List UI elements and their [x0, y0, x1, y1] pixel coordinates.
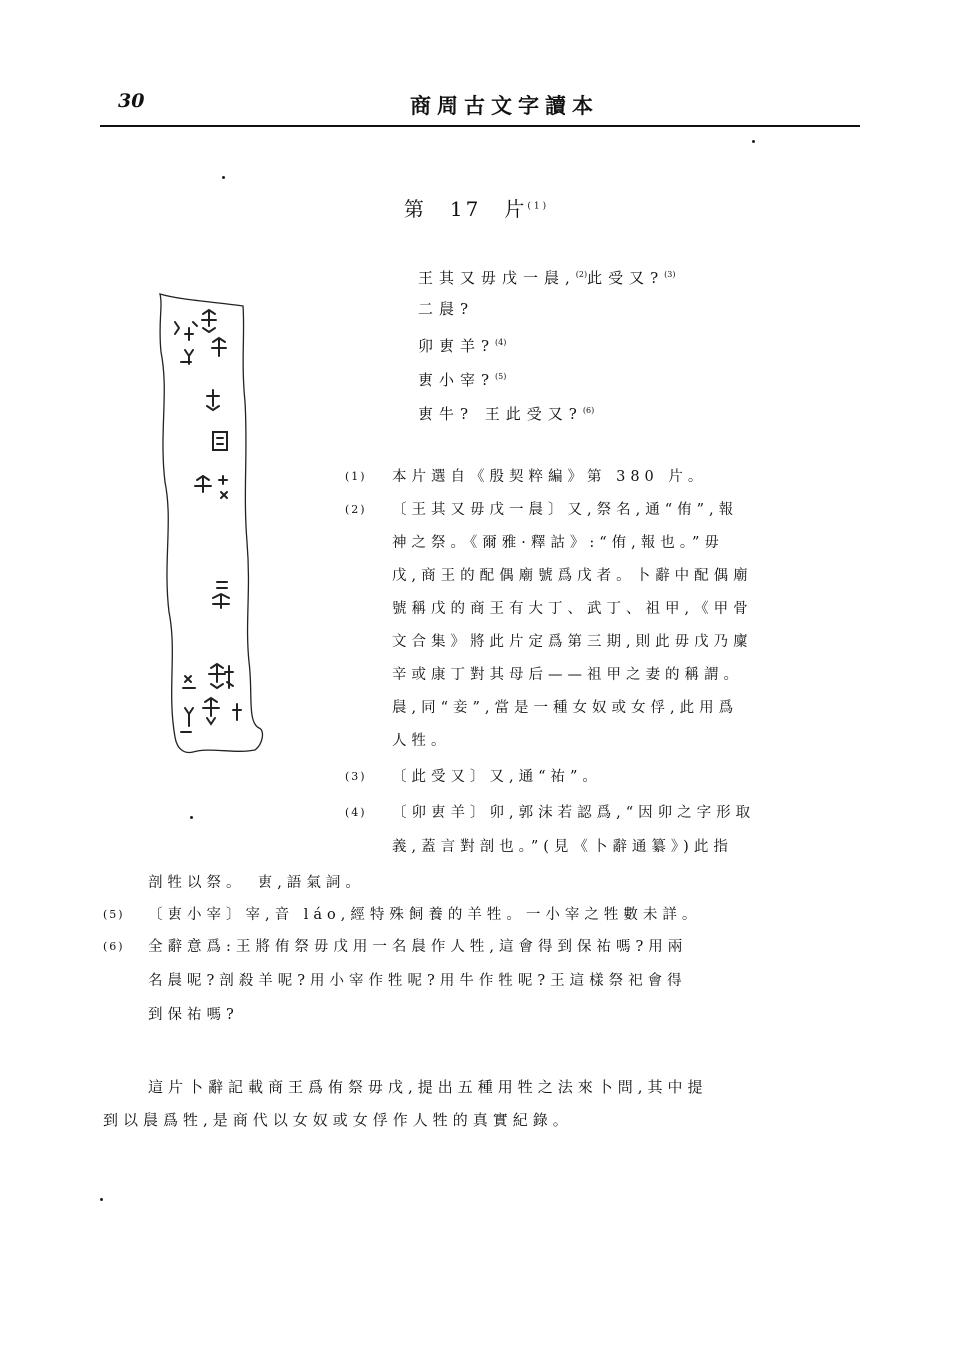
note-line: 辛或康丁對其母后——祖甲之妻的稱謂。	[392, 667, 743, 683]
note-line: 號稱戊的商王有大丁、武丁、祖甲,《甲骨	[392, 601, 753, 617]
transcription-line-5	[418, 401, 594, 424]
glyph-5	[181, 350, 193, 364]
note-ref: (4)	[495, 338, 507, 347]
note-label: (3)	[345, 770, 367, 783]
piece-title-note-ref: (1)	[527, 201, 550, 212]
note-label: (1)	[345, 470, 367, 483]
transcription-text: 王其又毋戊一䢅,	[418, 269, 576, 287]
glyph-11	[209, 664, 225, 688]
header-rule	[100, 125, 860, 127]
note-line: 〔卯叀羊〕卯,郭沫若認爲,“因卯之字形取	[392, 805, 756, 821]
note-line: 戊,商王的配偶廟號爲戊者。卜辭中配偶廟	[392, 568, 753, 584]
transcription-text: 此受又?	[587, 269, 665, 287]
note-line: 到保祐嗎?	[148, 1007, 239, 1023]
note-line: 人牲。	[392, 733, 451, 749]
glyph-7	[213, 432, 227, 450]
glyph-13	[183, 676, 195, 688]
note-ref: (5)	[495, 372, 507, 381]
note-ref: (2)	[575, 270, 588, 279]
transcription-line-1	[418, 265, 676, 288]
glyph-2	[185, 322, 197, 340]
scan-speck	[100, 1198, 103, 1201]
oracle-bone-rubbing	[155, 292, 270, 762]
transcription-text: 叀小宰?	[418, 371, 496, 389]
glyph-8	[195, 476, 211, 492]
transcription-line-4	[418, 367, 506, 390]
summary-line: 這片卜辭記載商王爲侑祭毋戊,提出五種用牲之法來卜問,其中提	[148, 1078, 708, 1096]
glyph-14	[203, 698, 219, 724]
note-label: (2)	[345, 503, 367, 516]
glyph-3	[175, 322, 179, 334]
running-header: 商周古文字讀本	[410, 93, 599, 118]
note-line: 文合集》將此片定爲第三期,則此毋戊乃廩	[392, 634, 753, 650]
glyph-6	[207, 390, 219, 410]
note-line: 〔此受又〕又,通“祐”。	[392, 769, 602, 785]
glyph-16	[233, 704, 241, 720]
glyph-1	[202, 310, 216, 332]
transcription-line-2	[418, 299, 474, 319]
note-line: 本片選自《殷契粹編》第 380 片。	[392, 469, 708, 485]
scan-speck	[190, 816, 193, 819]
piece-title	[0, 193, 953, 222]
glyph-4	[212, 338, 226, 356]
note-line: 全辭意爲:王將侑祭毋戊用一名䢅作人牲,這會得到保祐嗎?用兩	[148, 939, 688, 955]
glyph-12	[225, 666, 233, 688]
note-line: 剖牲以祭。 叀,語氣詞。	[148, 875, 365, 891]
note-line: 〔王其又毋戊一䢅〕又,祭名,通“侑”,報	[392, 502, 739, 518]
piece-title-text: 第 17 片	[403, 197, 528, 221]
note-line: 義,蓋言對剖也。”(見《卜辭通纂》)此指	[392, 839, 733, 855]
note-ref: (6)	[582, 406, 595, 415]
glyph-15	[181, 708, 193, 732]
transcription-text: 叀牛? 王此受又?	[418, 405, 583, 423]
note-label: (4)	[345, 806, 367, 819]
glyph-10	[213, 582, 229, 608]
scan-speck	[752, 140, 755, 143]
transcription-text: 二䢅?	[418, 300, 475, 318]
note-line: 䢅,同“妾”,當是一種女奴或女俘,此用爲	[392, 700, 739, 716]
transcription-line-3	[418, 333, 506, 356]
note-label: (6)	[103, 940, 125, 953]
note-line: 名䢅呢?剖殺羊呢?用小宰作牲呢?用牛作牲呢?王這樣祭祀會得	[148, 973, 687, 989]
note-label: (5)	[103, 908, 125, 921]
page-number: 30	[118, 90, 145, 112]
summary-line: 到以䢅爲牲,是商代以女奴或女俘作人牲的真實紀錄。	[103, 1111, 573, 1129]
note-line: 〔叀小宰〕宰,音 láo,經特殊飼養的羊牲。一小宰之牲數未詳。	[148, 907, 702, 923]
scan-speck	[222, 176, 225, 179]
glyph-9	[219, 476, 227, 498]
note-ref: (3)	[664, 270, 676, 279]
note-line: 神之祭。《爾雅·釋詁》:“侑,報也。”毋	[392, 535, 724, 551]
transcription-text: 卯叀羊?	[418, 337, 496, 355]
